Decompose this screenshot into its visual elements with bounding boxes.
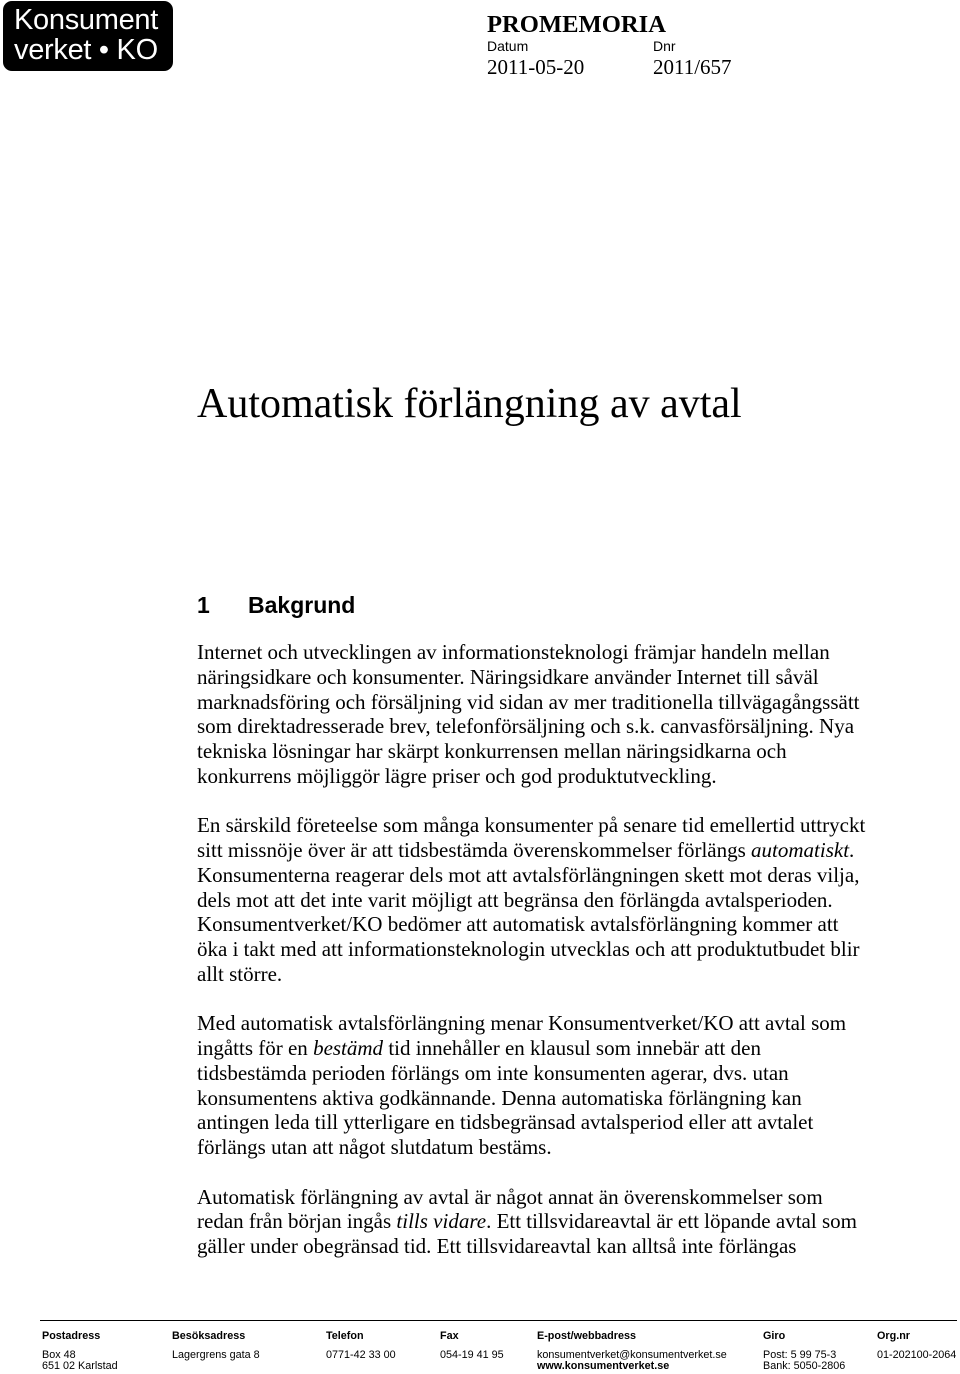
footer-heading: E-post/webbadress bbox=[537, 1330, 636, 1342]
body-line: marknadsföring och försäljning vid sidan av mer traditionella tillvägagångssätt bbox=[197, 689, 860, 714]
footer-column-phone bbox=[326, 1330, 396, 1361]
document-date: 2011-05-20 bbox=[487, 55, 585, 79]
emphasized-text: automatiskt bbox=[751, 838, 850, 862]
body-line: Med automatisk avtalsförlängning menar Konsumentverket/KO att avtal som bbox=[197, 1011, 847, 1036]
konsumentverket-logo bbox=[3, 1, 173, 71]
text-segment: ingåtts för en bbox=[197, 1036, 314, 1060]
footer-column-postal-address bbox=[42, 1330, 118, 1373]
body-paragraph bbox=[197, 813, 865, 986]
footer-heading: Telefon bbox=[326, 1330, 364, 1342]
footer-value: 0771-42 33 00 bbox=[326, 1348, 396, 1361]
body-paragraph bbox=[197, 1011, 865, 1160]
body-line: konkurrens möjliggör lägre priser och god produktutveckling. bbox=[197, 763, 717, 788]
date-label: Datum bbox=[487, 38, 529, 54]
body-line: näringsidkare och konsumenter. Näringsidkare använder Internet till såväl bbox=[197, 664, 819, 689]
body-line bbox=[197, 1209, 865, 1234]
body-line: Internet och utvecklingen av informationsteknologi främjar handeln mellan bbox=[197, 640, 830, 664]
body-line: förlängs utan att något slutdatum bestäms. bbox=[197, 1135, 552, 1159]
emphasized-text: tills vidare bbox=[396, 1209, 487, 1234]
logo-text-line-1: Konsument bbox=[14, 4, 158, 36]
body-line: gäller under obegränsad tid. Ett tillsvidareavtal kan alltså inte förlängas bbox=[197, 1234, 797, 1258]
section-number: 1 bbox=[197, 592, 210, 618]
text-segment: redan från början ingås bbox=[197, 1209, 397, 1234]
body-line: Konsumentverket/KO bedömer att automatisk avtalsförlängning kommer att bbox=[197, 912, 839, 937]
footer-heading: Postadress bbox=[42, 1330, 101, 1342]
footer-value: Box 48 bbox=[42, 1348, 76, 1361]
footer-value: Post: 5 99 75-3 bbox=[763, 1348, 837, 1361]
body-line: öka i takt med att informationsteknologin utvecklas och att produktutbudet blir bbox=[197, 937, 860, 961]
logo-text-line-2: verket • KO bbox=[14, 34, 158, 66]
body-line bbox=[197, 1036, 865, 1061]
body-line: Konsumenterna reagerar dels mot att avtalsförlängningen skett mot deras vilja, bbox=[197, 862, 860, 887]
footer-column-giro bbox=[763, 1330, 845, 1373]
footer-email: konsumentverket@konsumentverket.se bbox=[537, 1348, 727, 1361]
body-paragraph bbox=[197, 640, 865, 789]
body-line: En särskild företeelse som många konsumenter på senare tid emellertid uttryckt bbox=[197, 813, 866, 838]
body-line: Automatisk förlängning av avtal är något annat än överenskommelser som bbox=[197, 1184, 823, 1209]
footer-value: 651 02 Karlstad bbox=[42, 1360, 118, 1372]
footer-divider bbox=[40, 1320, 957, 1321]
reference-label: Dnr bbox=[653, 38, 676, 54]
body-text bbox=[197, 640, 865, 1284]
footer-column-fax bbox=[440, 1330, 504, 1361]
body-line: tidsbestämda perioden förlängs om inte konsumenten agerar, dvs. utan bbox=[197, 1060, 789, 1085]
footer-heading: Giro bbox=[763, 1330, 786, 1342]
body-line: allt större. bbox=[197, 961, 283, 986]
document-title: Automatisk förlängning av avtal bbox=[197, 381, 742, 427]
text-segment: . Ett tillsvidareavtal är ett löpande avtal som bbox=[486, 1209, 857, 1234]
footer-column-email-web bbox=[537, 1330, 727, 1373]
footer-value: 01-202100-2064 bbox=[877, 1348, 957, 1361]
footer-value: Lagergrens gata 8 bbox=[172, 1348, 260, 1361]
footer-column-visiting-address bbox=[172, 1330, 260, 1361]
body-paragraph bbox=[197, 1185, 865, 1259]
body-line: antingen leda till ytterligare en tidsbegränsad avtalsperiod eller att avtalet bbox=[197, 1110, 814, 1135]
footer-website: www.konsumentverket.se bbox=[537, 1360, 670, 1372]
text-segment: tid innehåller en klausul som innebär att den bbox=[383, 1036, 761, 1060]
emphasized-text: bestämd bbox=[313, 1036, 384, 1060]
footer-column-org-number bbox=[877, 1330, 956, 1361]
text-segment: sitt missnöje över är att tidsbestämda överenskommelser förlängs bbox=[197, 838, 752, 862]
body-line: dels mot att det inte varit möjligt att begränsa den förlängda avtalsperioden. bbox=[197, 887, 833, 912]
document-type: PROMEMORIA bbox=[487, 11, 666, 38]
footer-heading: Besöksadress bbox=[172, 1330, 246, 1342]
section-heading bbox=[197, 592, 355, 619]
footer-heading: Org.nr bbox=[877, 1330, 910, 1342]
body-line: tekniska lösningar har skärpt konkurrensen mellan näringsidkarna och bbox=[197, 739, 787, 763]
text-segment: . bbox=[849, 838, 855, 862]
body-line: som direktadresserade brev, telefonförsäljning och s.k. canvasförsäljning. Nya bbox=[197, 714, 855, 739]
footer-heading: Fax bbox=[440, 1330, 459, 1342]
body-line: konsumentens aktiva godkännande. Denna automatiska förlängning kan bbox=[197, 1085, 802, 1110]
reference-number: 2011/657 bbox=[653, 55, 732, 79]
footer-value: Bank: 5050-2806 bbox=[763, 1360, 846, 1372]
footer-value: 054-19 41 95 bbox=[440, 1348, 504, 1361]
body-line bbox=[197, 838, 865, 863]
section-title: Bakgrund bbox=[248, 592, 356, 618]
